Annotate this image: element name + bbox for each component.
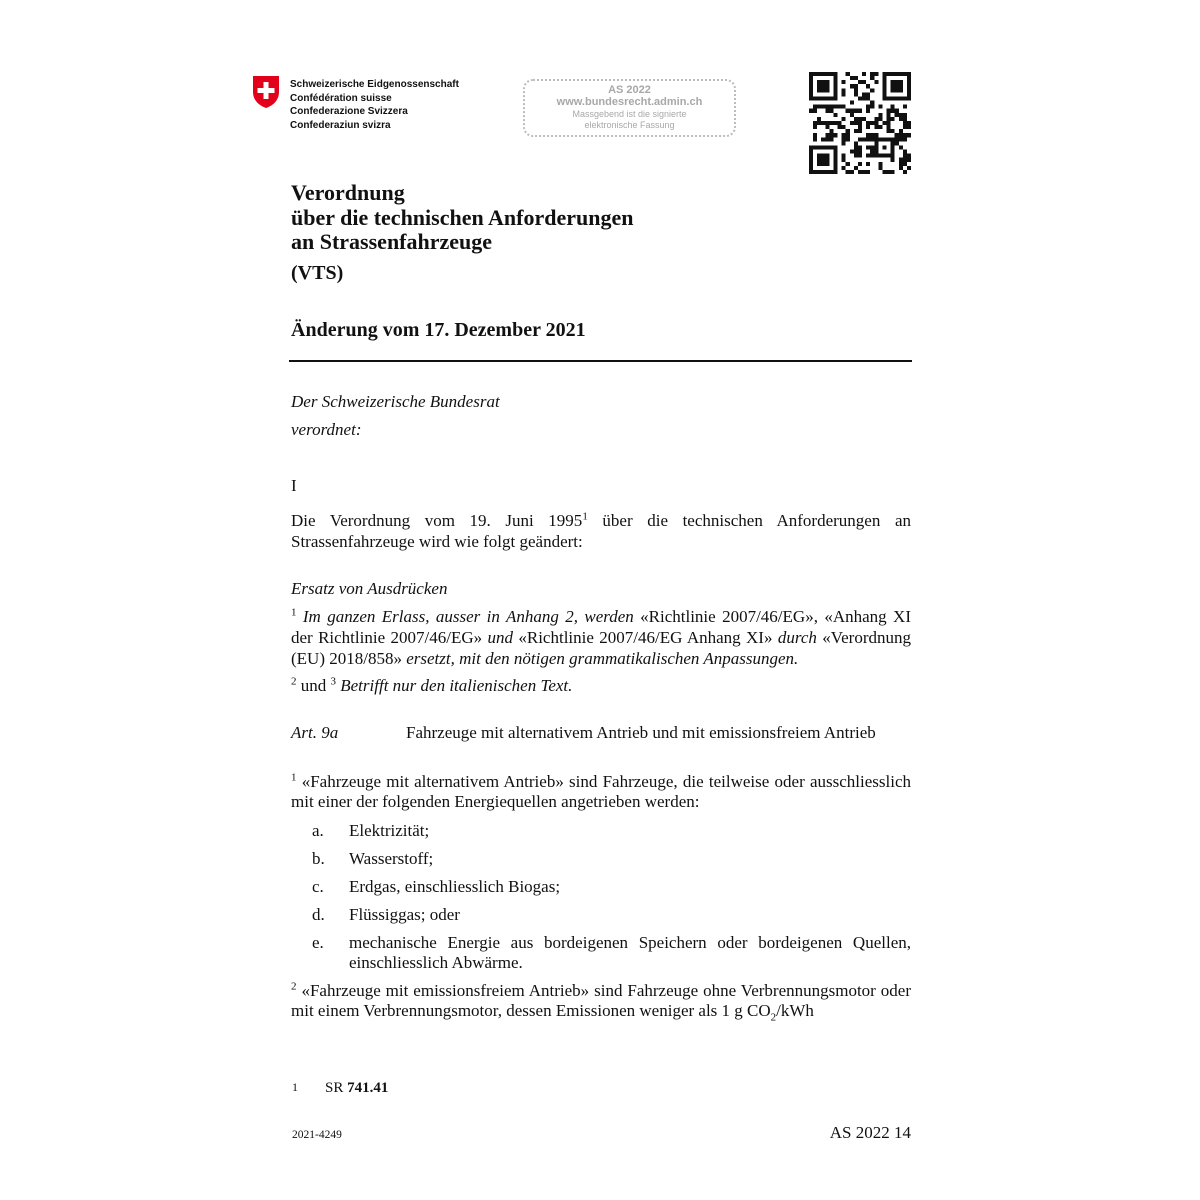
replacement-heading: Ersatz von Ausdrücken xyxy=(291,579,448,598)
federation-name-rm: Confederaziun svizra xyxy=(290,119,391,131)
article-title: Fahrzeuge mit alternativem Antrieb und mit emissionsfreiem Antrieb xyxy=(406,723,876,742)
replacement-note: Betrifft nur den italienischen Text. xyxy=(336,676,573,695)
stamp-note-2: elektronische Fassung xyxy=(584,120,675,130)
replacement-text-f: «Verordnung (EU) 2018/858» xyxy=(291,628,911,668)
swiss-coat-of-arms-icon xyxy=(252,75,280,109)
footnote-marker[interactable]: 1 xyxy=(582,510,588,523)
replacement-text-b: «Richtlinie 2007/46/EG», «Anhang XI der Richtlinie 2007/46/EG» xyxy=(291,607,911,647)
list-item-letter: e. xyxy=(312,933,324,952)
replacement-text-a: Im ganzen Erlass, ausser in Anhang 2, werden xyxy=(296,607,634,626)
replacement-paragraph-2 xyxy=(291,675,911,696)
article-paragraph-1-text: «Fahrzeuge mit alternativem Antrieb» sind Fahrzeuge, die teilweise oder ausschliesslich mit einer der folgenden Energiequellen angetrieben werden: xyxy=(291,772,911,811)
document-id: 2021-4249 xyxy=(292,1129,342,1141)
list-item-text: Elektrizität; xyxy=(349,821,430,840)
document-title xyxy=(291,181,633,255)
paragraph-number: 2 xyxy=(291,980,297,993)
replacement-text-c: und xyxy=(487,628,513,647)
title-line-1: Verordnung xyxy=(291,180,405,205)
replacement-text-e: durch xyxy=(777,628,817,647)
title-line-2: über die technischen Anforderungen xyxy=(291,204,634,230)
stamp-note-1: Massgebend ist die signierte xyxy=(572,109,687,119)
preamble-authority: Der Schweizerische Bundesrat xyxy=(291,392,500,411)
replacement-paragraph-1 xyxy=(291,606,911,669)
list-item-letter: d. xyxy=(312,905,325,924)
list-item-text: Flüssiggas; oder xyxy=(349,905,460,924)
paragraph-number: 1 xyxy=(291,771,297,784)
federation-name-de: Schweizerische Eidgenossenschaft xyxy=(290,79,459,90)
intro-text-2: über die technischen Anforderungen an Strassenfahrzeuge wird wie folgt geändert: xyxy=(291,511,911,551)
article-paragraph-2-text: «Fahrzeuge mit emissionsfreiem Antrieb» sind Fahrzeuge ohne Verbrennungsmotor oder mit einem Verbrennungsmotor, dessen Emissionen weniger als 1 g CO xyxy=(291,981,911,1020)
qr-code-icon xyxy=(809,72,911,174)
article-paragraph-2-unit: /kWh xyxy=(776,1001,814,1020)
article-paragraph-1 xyxy=(291,772,911,812)
stamp-url[interactable]: www.bundesrecht.admin.ch xyxy=(556,96,703,108)
paragraph-number: 3 xyxy=(330,675,336,688)
intro-paragraph xyxy=(291,510,911,552)
list-item-letter: c. xyxy=(312,877,324,896)
list-item-letter: a. xyxy=(312,821,324,840)
list-item-text: Erdgas, einschliesslich Biogas; xyxy=(349,877,561,896)
paragraph-number: 1 xyxy=(291,606,297,619)
list-item-text: Wasserstoff; xyxy=(349,849,434,868)
replacement-text-g: ersetzt, mit den nötigen grammatikalischen Anpassungen. xyxy=(406,649,799,668)
footnote-prefix: SR xyxy=(325,1080,348,1096)
list-item-letter: b. xyxy=(312,849,325,868)
footnote-number: 1 xyxy=(292,1080,298,1094)
stamp-collection: AS 2022 xyxy=(608,84,651,96)
official-collection-reference: AS 2022 14 xyxy=(829,1123,911,1142)
list-item-text: mechanische Energie aus bordeigenen Speichern oder bordeigenen Quellen, einschliesslich Abwärme. xyxy=(349,933,911,972)
subscript-two: 2 xyxy=(770,1011,777,1024)
section-numeral: I xyxy=(291,476,297,495)
federation-name-block xyxy=(290,78,459,132)
title-divider xyxy=(289,360,912,362)
replacement-text-d: «Richtlinie 2007/46/EG Anhang XI» xyxy=(512,628,778,647)
article-paragraph-2 xyxy=(291,980,911,1024)
preamble xyxy=(291,391,911,440)
footnote-text xyxy=(325,1080,388,1097)
title-line-3: an Strassenfahrzeuge xyxy=(291,229,493,254)
federation-name-it: Confederazione Svizzera xyxy=(290,106,408,117)
preamble-verb: verordnet: xyxy=(291,420,362,439)
footnote-reference[interactable]: 741.41 xyxy=(347,1080,389,1096)
title-abbreviation: (VTS) xyxy=(291,262,344,284)
official-publication-stamp xyxy=(523,79,736,137)
paragraph-number: 2 xyxy=(291,675,297,688)
article-number: Art. 9a xyxy=(291,723,339,742)
replacement-und: und xyxy=(296,676,331,695)
amendment-date: Änderung vom 17. Dezember 2021 xyxy=(291,319,586,341)
intro-text-1: Die Verordnung vom 19. Juni 1995 xyxy=(291,511,583,530)
federation-name-fr: Confédération suisse xyxy=(290,92,392,104)
